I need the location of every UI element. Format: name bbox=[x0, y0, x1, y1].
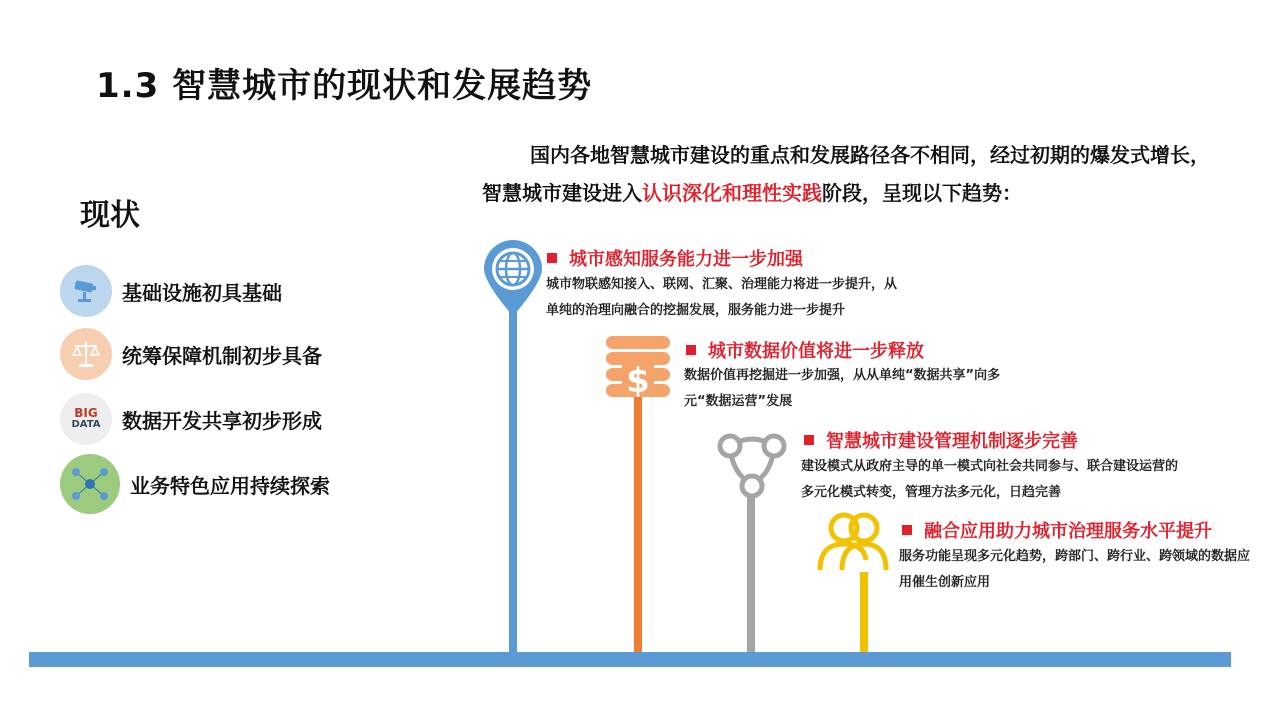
trend-desc-4: 服务功能呈现多元化趋势，跨部门、跨行业、跨领域的数据应 用催生创新应用 bbox=[899, 549, 1251, 590]
trend-desc-1: 城市物联感知接入、联网、汇聚、治理能力将进一步提升，从 单纯的治理向融合的挖掘发展，服务能力进一步提升 bbox=[546, 277, 898, 318]
trend-pole-4 bbox=[860, 572, 868, 656]
trend-title-1: 城市感知服务能力进一步加强 bbox=[547, 245, 803, 271]
status-item-data-sharing bbox=[60, 391, 322, 447]
bullet-square-icon bbox=[804, 435, 814, 445]
trend-desc-2: 数据价值再挖掘进一步加强，从从单纯“数据共享”向多 元“数据运营”发展 bbox=[684, 368, 1001, 409]
trend-title-2: 城市数据价值将进一步释放 bbox=[686, 337, 924, 363]
status-item-infrastructure bbox=[60, 263, 282, 319]
bullet-square-icon bbox=[547, 253, 557, 263]
trend-pole-1 bbox=[509, 300, 517, 656]
network-map-icon bbox=[60, 454, 120, 514]
intro-paragraph bbox=[482, 136, 1262, 212]
trend-title-3: 智慧城市建设管理机制逐步完善 bbox=[804, 427, 1078, 453]
intro-line-1: 国内各地智慧城市建设的重点和发展路径各不相同，经过初期的爆发式增长， bbox=[530, 143, 1210, 167]
big-data-icon: BIG DATA bbox=[60, 393, 112, 445]
page-title: 1.3 智慧城市的现状和发展趋势 bbox=[96, 66, 593, 106]
globe-pin-icon bbox=[480, 238, 546, 318]
status-label: 基础设施初具基础 bbox=[122, 280, 282, 305]
trend-pole-3 bbox=[747, 490, 755, 656]
status-label: 统筹保障机制初步具备 bbox=[122, 343, 322, 368]
network-nodes-icon bbox=[716, 430, 788, 500]
trend-desc-3: 建设模式从政府主导的单一模式向社会共同参与、联合建设运营的 多元化模式转变，管理方法多元化，日趋完善 bbox=[801, 459, 1179, 500]
status-label: 数据开发共享初步形成 bbox=[122, 408, 322, 433]
trend-pole-2 bbox=[634, 392, 642, 656]
status-label: 业务特色应用持续探索 bbox=[130, 473, 330, 498]
bullet-square-icon bbox=[686, 345, 696, 355]
bullet-square-icon bbox=[902, 525, 912, 535]
status-heading: 现状 bbox=[80, 198, 140, 233]
camera-icon bbox=[60, 265, 112, 317]
intro-line-2: 智慧城市建设进入认识深化和理性实践阶段，呈现以下趋势： bbox=[482, 181, 1022, 205]
intro-highlight: 认识深化和理性实践 bbox=[642, 181, 822, 205]
scales-icon bbox=[60, 328, 112, 380]
status-item-applications bbox=[60, 456, 330, 512]
people-icon bbox=[814, 510, 894, 574]
status-item-mechanism bbox=[60, 326, 322, 382]
timeline-baseline bbox=[29, 652, 1231, 667]
trend-title-4: 融合应用助力城市治理服务水平提升 bbox=[902, 517, 1212, 543]
coin-stack-icon bbox=[604, 334, 672, 402]
svg-text:$: $ bbox=[626, 361, 650, 401]
